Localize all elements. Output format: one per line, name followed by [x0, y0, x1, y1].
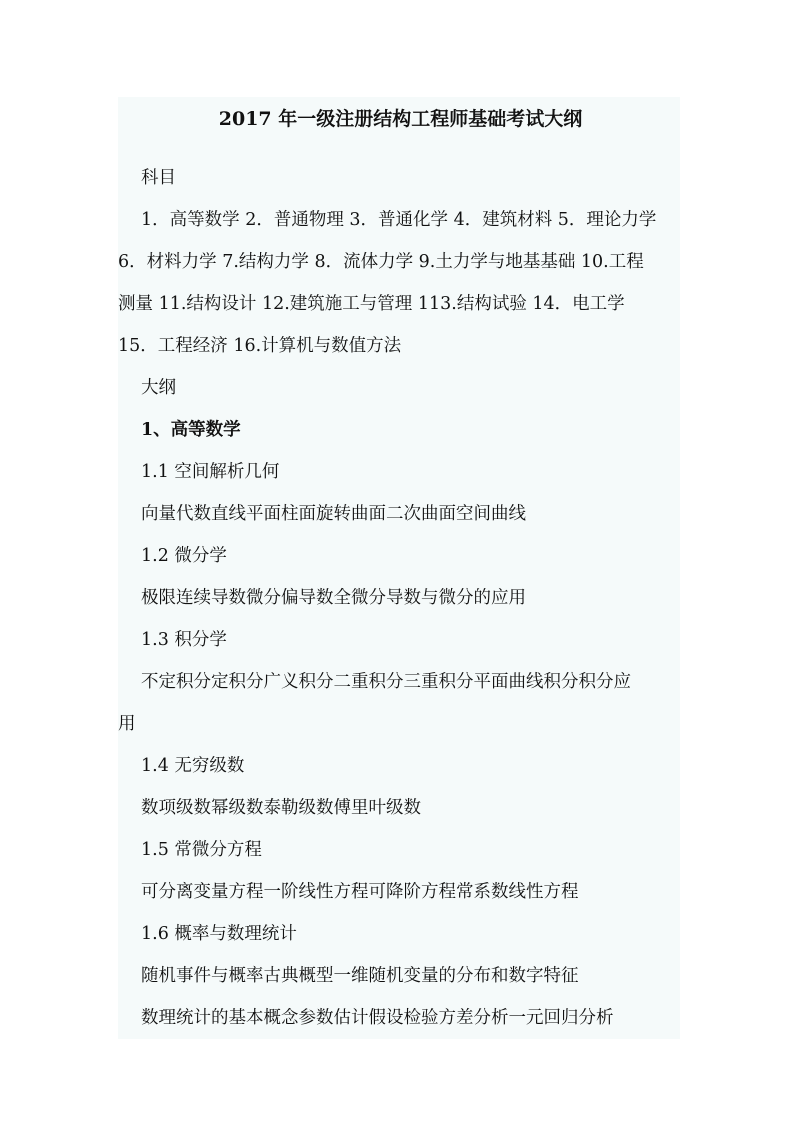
- subsection-body: 随机事件与概率古典概型一维随机变量的分布和数字特征: [141, 966, 579, 986]
- subjects-line-4: 15．工程经济 16.计算机与数值方法: [118, 336, 402, 356]
- subsection-body: 数项级数幂级数泰勒级数傅里叶级数: [141, 798, 421, 818]
- subsection-title: 1.5 常微分方程: [141, 840, 262, 860]
- subjects-line-2: 6．材料力学 7.结构力学 8．流体力学 9.土力学与地基基础 10.工程: [118, 252, 644, 272]
- subsection-body: 向量代数直线平面柱面旋转曲面二次曲面空间曲线: [141, 504, 526, 524]
- subsection-body: 不定积分定积分广义积分二重积分三重积分平面曲线积分积分应: [141, 672, 631, 692]
- subjects-line-3: 测量 11.结构设计 12.建筑施工与管理 113.结构试验 14．电工学: [118, 294, 625, 314]
- subsection-body: 可分离变量方程一阶线性方程可降阶方程常系数线性方程: [141, 882, 579, 902]
- subsection-body-continued: 用: [118, 714, 136, 734]
- subsection-title: 1.6 概率与数理统计: [141, 924, 297, 944]
- subjects-line-1: 1．高等数学 2．普通物理 3．普通化学 4．建筑材料 5．理论力学: [141, 210, 657, 230]
- subsection-body: 数理统计的基本概念参数估计假设检验方差分析一元回归分析: [141, 1008, 614, 1028]
- section-heading-math: 1、高等数学: [141, 420, 241, 440]
- subsection-title: 1.1 空间解析几何: [141, 462, 280, 482]
- subsection-body: 极限连续导数微分偏导数全微分导数与微分的应用: [141, 588, 526, 608]
- subsection-title: 1.3 积分学: [141, 630, 227, 650]
- subsection-title: 1.4 无穷级数: [141, 756, 245, 776]
- document-body: [118, 97, 683, 1039]
- subjects-heading: 科目: [141, 168, 176, 188]
- document-title: 2017 年一级注册结构工程师基础考试大纲: [218, 108, 583, 130]
- subsection-title: 1.2 微分学: [141, 546, 227, 566]
- outline-heading: 大纲: [141, 378, 176, 398]
